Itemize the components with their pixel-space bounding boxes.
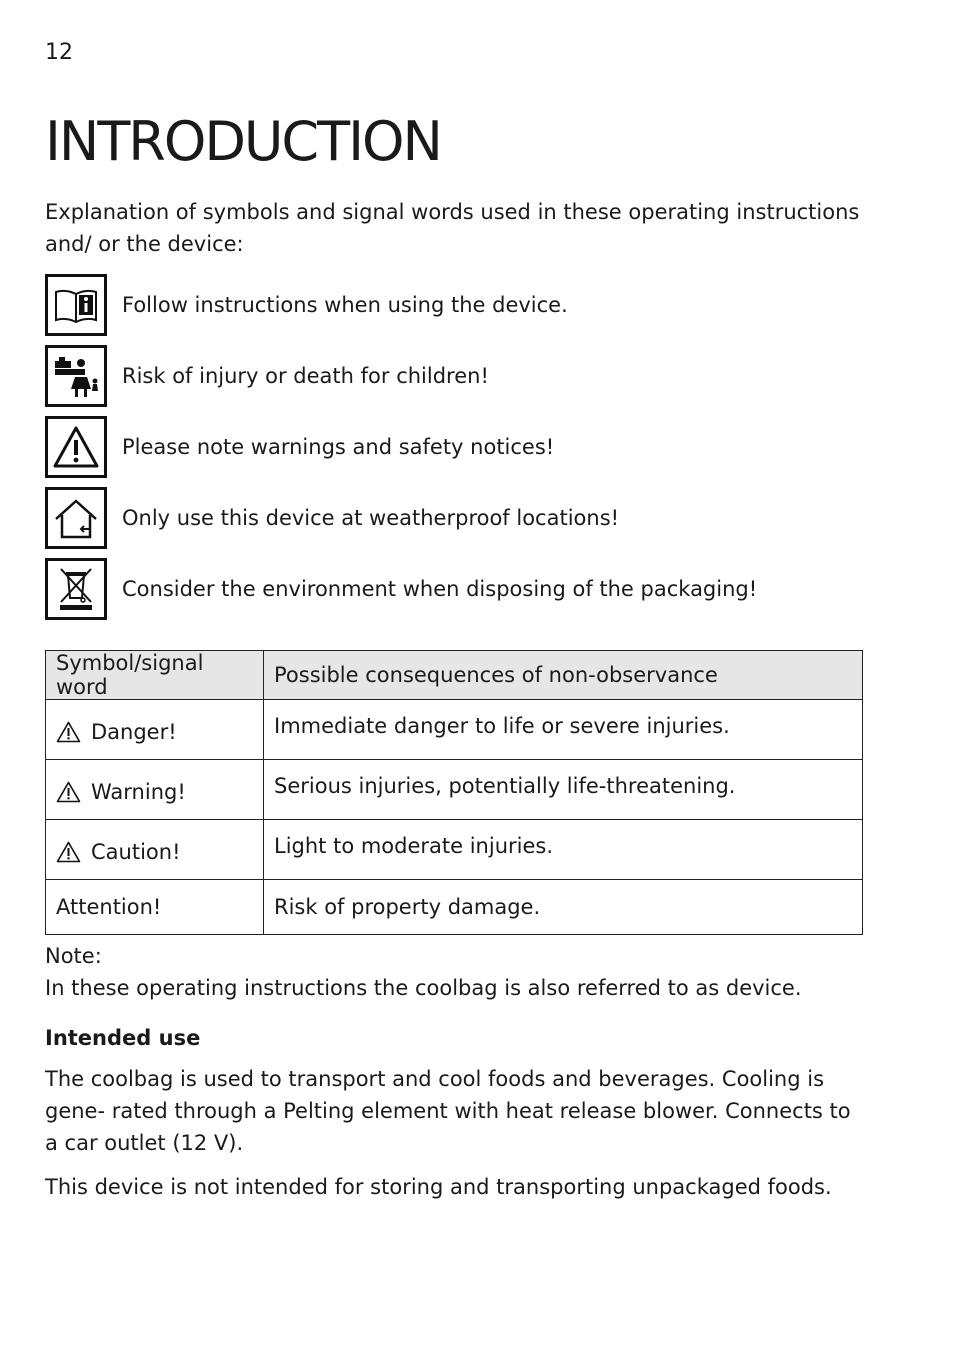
warning-triangle-icon — [45, 416, 107, 478]
signal-word — [56, 840, 181, 864]
signal-cell — [46, 820, 264, 880]
symbol-text: Follow instructions when using the device. — [122, 292, 568, 317]
symbol-text: Consider the environment when disposing of the packaging! — [122, 576, 758, 601]
intro-text: Explanation of symbols and signal words used in these operating instructions and/ or the device: — [45, 200, 860, 256]
indoor-use-icon — [45, 487, 107, 549]
warning-triangle-icon — [56, 841, 81, 863]
symbol-text: Risk of injury or death for children! — [122, 363, 489, 388]
symbol-row — [45, 553, 757, 624]
note-text: In these operating instructions the coolbag is also referred to as device. — [45, 976, 802, 1000]
symbol-text: Please note warnings and safety notices! — [122, 434, 555, 459]
symbol-list — [45, 269, 757, 624]
consequence-cell — [264, 760, 863, 820]
signal-word — [56, 780, 186, 804]
consequence-text: Serious injuries, potentially life-threatening. — [274, 773, 736, 798]
table-row — [46, 760, 863, 820]
paragraph: The coolbag is used to transport and cool foods and beverages. Cooling is gene- rated through a Pelting element with heat release blower. Connects to a car outlet (12 V). — [45, 1067, 851, 1155]
table-row — [46, 880, 863, 935]
signal-word-label: Caution! — [91, 839, 181, 864]
consequence-cell — [264, 880, 863, 935]
page-title: INTRODUCTION — [45, 110, 441, 173]
page-number: 12 — [45, 40, 73, 65]
symbol-row — [45, 482, 757, 553]
signal-cell — [46, 760, 264, 820]
signal-cell — [46, 880, 264, 935]
signal-word-label: Attention! — [56, 895, 162, 919]
signal-word-label: Danger! — [91, 719, 177, 744]
table-header-row — [46, 651, 863, 700]
symbol-text: Only use this device at weatherproof locations! — [122, 505, 620, 530]
consequence-text: Risk of property damage. — [274, 895, 541, 919]
signal-word-label: Warning! — [91, 779, 186, 804]
crossed-bin-icon — [45, 558, 107, 620]
signal-word — [56, 720, 177, 744]
table-row — [46, 700, 863, 760]
note-label: Note: — [45, 944, 102, 968]
table-row — [46, 820, 863, 880]
child-hazard-icon — [45, 345, 107, 407]
consequence-text: Light to moderate injuries. — [274, 833, 554, 858]
signal-cell — [46, 700, 264, 760]
symbol-row — [45, 269, 757, 340]
consequence-text: Immediate danger to life or severe injuries. — [274, 713, 730, 738]
warning-triangle-icon — [56, 721, 81, 743]
consequence-cell — [264, 820, 863, 880]
table-header: Possible consequences of non-observance — [264, 651, 863, 700]
paragraph: This device is not intended for storing and transporting unpackaged foods. — [45, 1175, 832, 1199]
section-heading: Intended use — [45, 1026, 201, 1050]
symbol-row — [45, 340, 757, 411]
manual-info-icon — [45, 274, 107, 336]
consequence-cell — [264, 700, 863, 760]
symbol-row — [45, 411, 757, 482]
signal-word-table — [45, 650, 863, 935]
warning-triangle-icon — [56, 781, 81, 803]
table-header: Symbol/signal word — [46, 651, 264, 700]
